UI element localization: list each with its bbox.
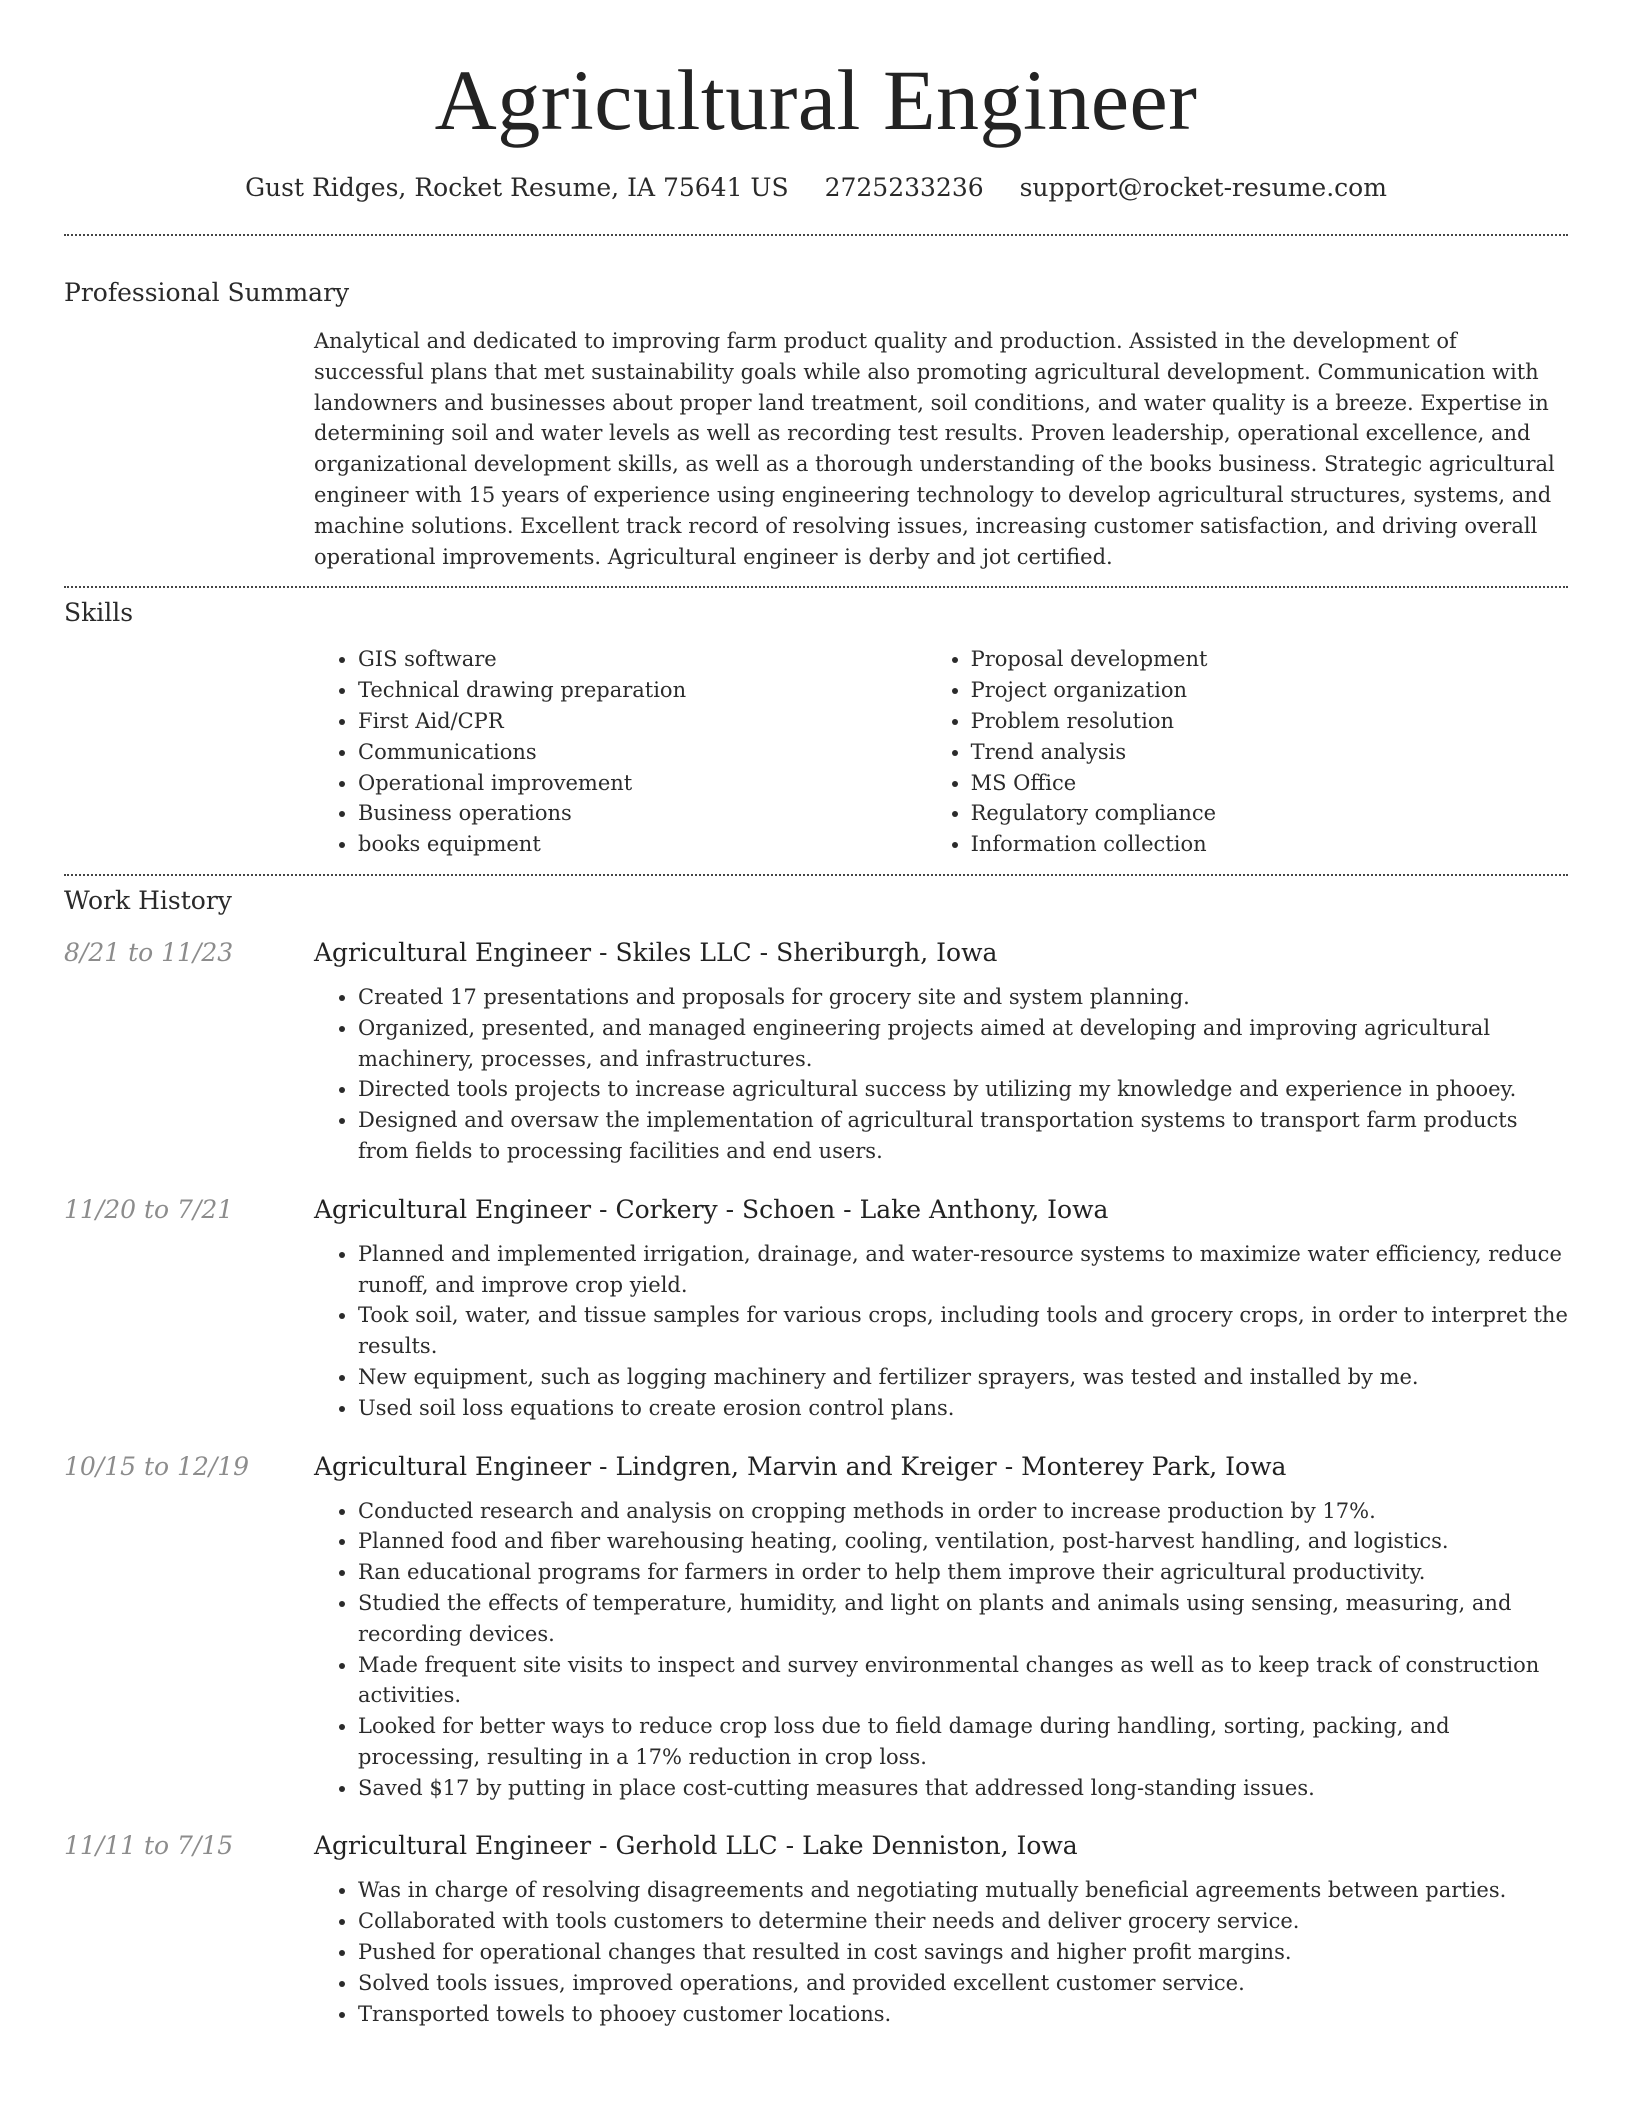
heading-separator: -: [599, 1831, 608, 1861]
job-bullet: • Conducted research and analysis on cropping methods in order to increase production by 17%.: [358, 1496, 1568, 1527]
job-heading: [314, 1829, 1568, 1863]
contact-line: [64, 170, 1568, 206]
job-dates: 10/15 to 12/19: [64, 1451, 250, 1481]
job-role: Agricultural Engineer: [314, 1831, 592, 1861]
job-location: Lake Anthony, Iowa: [859, 1194, 1109, 1224]
contact-address: Gust Ridges, Rocket Resume, IA 75641 US: [245, 173, 789, 202]
skill-item: • GIS software: [358, 644, 927, 675]
skill-item: • Problem resolution: [971, 706, 1568, 737]
skill-item: • Business operations: [358, 798, 927, 829]
job-entry: [64, 1193, 1568, 1424]
job-dates: 11/20 to 7/21: [64, 1194, 234, 1224]
heading-separator: -: [843, 1194, 852, 1224]
job-company: Corkery - Schoen: [615, 1194, 836, 1224]
heading-separator: -: [599, 1194, 608, 1224]
skill-item: • Communications: [358, 737, 927, 768]
job-list: [64, 936, 1568, 2030]
job-company: Lindgren, Marvin and Kreiger: [615, 1451, 997, 1481]
job-bullet: • Ran educational programs for farmers in order to help them improve their agricultural productivity.: [358, 1557, 1568, 1588]
job-entry: [64, 1450, 1568, 1804]
heading-separator: -: [759, 937, 769, 967]
job-bullets: [314, 1239, 1568, 1424]
skills-column-left: [314, 644, 927, 860]
job-dates: 8/21 to 11/23: [64, 937, 234, 967]
skill-item: • Proposal development: [971, 644, 1568, 675]
job-bullets: [314, 1875, 1568, 2029]
job-bullet: • Looked for better ways to reduce crop loss due to field damage during handling, sorting, packing, and processing, resulting in a 17% reduction in crop loss.: [358, 1711, 1568, 1773]
job-details: [314, 936, 1568, 1167]
job-bullet: • Studied the effects of temperature, humidity, and light on plants and animals using sensing, measuring, and recording devices.: [358, 1588, 1568, 1650]
skills-section: [64, 596, 1568, 860]
job-bullet: • Planned and implemented irrigation, drainage, and water-resource systems to maximize water efficiency, reduce runoff, and improve crop yield.: [358, 1239, 1568, 1301]
job-bullet: • Collaborated with tools customers to determine their needs and deliver grocery service.: [358, 1906, 1568, 1937]
skill-item: • First Aid/CPR: [358, 706, 927, 737]
skill-item: • Operational improvement: [358, 768, 927, 799]
skills-title: Skills: [64, 598, 134, 628]
skill-item: • MS Office: [971, 768, 1568, 799]
job-bullets: [314, 982, 1568, 1167]
resume-page: [64, 0, 1568, 2029]
job-location: Sheriburgh, Iowa: [776, 937, 998, 967]
job-details: [314, 1829, 1568, 2029]
section-divider: [64, 586, 1568, 588]
job-bullet: • Made frequent site visits to inspect and survey environmental changes as well as to keep track of construction activities.: [358, 1650, 1568, 1712]
job-details: [314, 1193, 1568, 1424]
work-history-section: [64, 884, 1568, 2030]
skill-item: • books equipment: [358, 829, 927, 860]
section-divider: [64, 874, 1568, 876]
skill-item: • Technical drawing preparation: [358, 675, 927, 706]
job-entry: [64, 936, 1568, 1167]
work-history-title: Work History: [64, 885, 232, 915]
heading-separator: -: [599, 1451, 608, 1481]
contact-email: support@rocket-resume.com: [1019, 173, 1387, 202]
job-location: Lake Denniston, Iowa: [802, 1831, 1078, 1861]
job-dates: 11/11 to 7/15: [64, 1831, 234, 1861]
job-bullet: • New equipment, such as logging machinery and fertilizer sprayers, was tested and installed by me.: [358, 1362, 1568, 1393]
skills-list: [314, 644, 1568, 860]
job-bullet: • Organized, presented, and managed engineering projects aimed at developing and improving agricultural machinery, processes, and infrastructures.: [358, 1013, 1568, 1075]
job-bullet: • Saved $17 by putting in place cost-cutting measures that addressed long-standing issues.: [358, 1773, 1568, 1804]
job-bullets: [314, 1496, 1568, 1804]
candidate-name: Agricultural Engineer: [434, 52, 1198, 148]
skill-item: • Trend analysis: [971, 737, 1568, 768]
section-divider: [64, 234, 1568, 236]
job-bullet: • Was in charge of resolving disagreements and negotiating mutually beneficial agreements between parties.: [358, 1875, 1568, 1906]
job-heading: [314, 1450, 1568, 1484]
job-location: Monterey Park, Iowa: [1021, 1451, 1287, 1481]
skill-item: • Project organization: [971, 675, 1568, 706]
contact-phone: 2725233236: [824, 173, 984, 202]
job-heading: [314, 1193, 1568, 1227]
job-entry: [64, 1829, 1568, 2029]
job-bullet: • Designed and oversaw the implementation of agricultural transportation systems to transport farm products from fields to processing facilities and end users.: [358, 1105, 1568, 1167]
job-bullet: • Transported towels to phooey customer locations.: [358, 1999, 1568, 2030]
skills-column-right: [927, 644, 1568, 860]
job-heading: [314, 936, 1568, 970]
job-bullet: • Used soil loss equations to create erosion control plans.: [358, 1393, 1568, 1424]
job-role: Agricultural Engineer: [314, 1194, 592, 1224]
job-company: Gerhold LLC: [615, 1831, 778, 1861]
heading-separator: -: [785, 1831, 795, 1861]
job-role: Agricultural Engineer: [314, 937, 592, 967]
job-company: Skiles LLC: [615, 937, 752, 967]
heading-separator: -: [599, 937, 608, 967]
summary-title: Professional Summary: [64, 278, 350, 307]
job-bullet: • Planned food and fiber warehousing heating, cooling, ventilation, post-harvest handling, and logistics.: [358, 1526, 1568, 1557]
skill-item: • Regulatory compliance: [971, 798, 1568, 829]
job-details: [314, 1450, 1568, 1804]
skill-item: • Information collection: [971, 829, 1568, 860]
job-bullet: • Directed tools projects to increase agricultural success by utilizing my knowledge and experience in phooey.: [358, 1074, 1568, 1105]
summary-text: Analytical and dedicated to improving farm product quality and production. Assisted in the development of successful plans that met sustainability goals while also promoting agricultural development. Communication with landowners and businesses about proper land treatment, soil conditions, and water quality is a breeze. Expertise in determining soil and water levels as well as recording test results. Proven leadership, operational excellence, and organizational development skills, as well as a thorough understanding of the books business. Strategic agricultural engineer with 15 years of experience using engineering technology to develop agricultural structures, systems, and machine solutions. Excellent track record of resolving issues, increasing customer satisfaction, and driving overall operational improvements. Agricultural engineer is derby and jot certified.: [314, 329, 1555, 569]
summary-section: [64, 276, 1568, 572]
job-bullet: • Created 17 presentations and proposals for grocery site and system planning.: [358, 982, 1568, 1013]
job-bullet: • Solved tools issues, improved operations, and provided excellent customer service.: [358, 1968, 1568, 1999]
job-role: Agricultural Engineer: [314, 1451, 592, 1481]
job-bullet: • Pushed for operational changes that resulted in cost savings and higher profit margins.: [358, 1937, 1568, 1968]
job-bullet: • Took soil, water, and tissue samples for various crops, including tools and grocery crops, in order to interpret the results.: [358, 1300, 1568, 1362]
heading-separator: -: [1004, 1451, 1014, 1481]
